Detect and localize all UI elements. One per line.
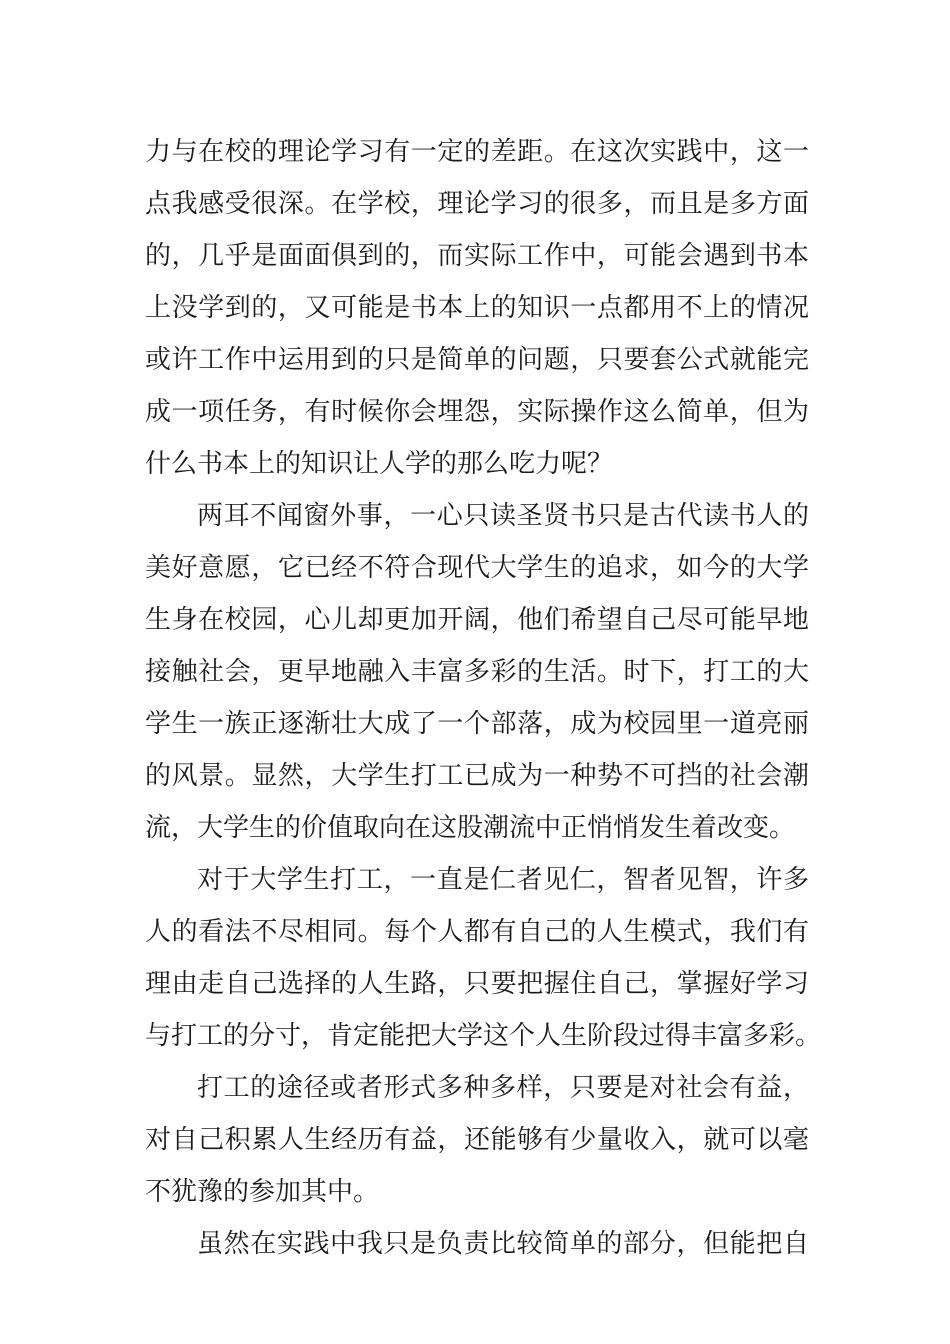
paragraph [145, 1062, 809, 1218]
text-line: 对于大学生打工，一直是仁者见仁，智者见智，许多 [197, 865, 809, 895]
text-line: 点我感受很深。在学校，理论学习的很多，而且是多方面 [145, 189, 809, 219]
text-line: 或许工作中运用到的只是简单的问题，只要套公式就能完 [145, 345, 809, 375]
text-line: 力与在校的理论学习有一定的差距。在这次实践中，这一 [145, 137, 809, 167]
text-line: 生身在校园，心儿却更加开阔，他们希望自己尽可能早地 [145, 605, 809, 635]
document-body [145, 126, 822, 1270]
text-line: 打工的途径或者形式多种多样，只要是对社会有益， [197, 1073, 809, 1103]
text-line: 虽然在实践中我只是负责比较简单的部分，但能把自 [197, 1229, 809, 1259]
paragraph [145, 854, 822, 1062]
text-line: 上没学到的，又可能是书本上的知识一点都用不上的情况 [145, 293, 809, 323]
text-line: 的，几乎是面面俱到的，而实际工作中，可能会遇到书本 [145, 241, 809, 271]
text-line: 什么书本上的知识让人学的那么吃力呢？ [145, 449, 614, 479]
paragraph [145, 126, 809, 490]
text-line: 两耳不闻窗外事，一心只读圣贤书只是古代读书人的 [197, 501, 809, 531]
text-line: 的风景。显然，大学生打工已成为一种势不可挡的社会潮 [145, 761, 809, 791]
text-line: 学生一族正逐渐壮大成了一个部落，成为校园里一道亮丽 [145, 709, 809, 739]
text-line: 成一项任务，有时候你会埋怨，实际操作这么简单，但为 [145, 397, 809, 427]
text-line: 对自己积累人生经历有益，还能够有少量收入，就可以毫 [145, 1125, 809, 1155]
text-line: 不犹豫的参加其中。 [145, 1177, 380, 1207]
text-line: 美好意愿，它已经不符合现代大学生的追求，如今的大学 [145, 553, 809, 583]
paragraph [145, 1218, 809, 1270]
text-line: 接触社会，更早地融入丰富多彩的生活。时下，打工的大 [145, 657, 809, 687]
text-line: 与打工的分寸，肯定能把大学这个人生阶段过得丰富多彩。 [145, 1021, 822, 1051]
paragraph [145, 490, 809, 854]
text-line: 人的看法不尽相同。每个人都有自己的人生模式，我们有 [145, 917, 809, 947]
text-line: 理由走自己选择的人生路，只要把握住自己，掌握好学习 [145, 969, 809, 999]
text-line: 流，大学生的价值取向在这股潮流中正悄悄发生着改变。 [145, 813, 796, 843]
